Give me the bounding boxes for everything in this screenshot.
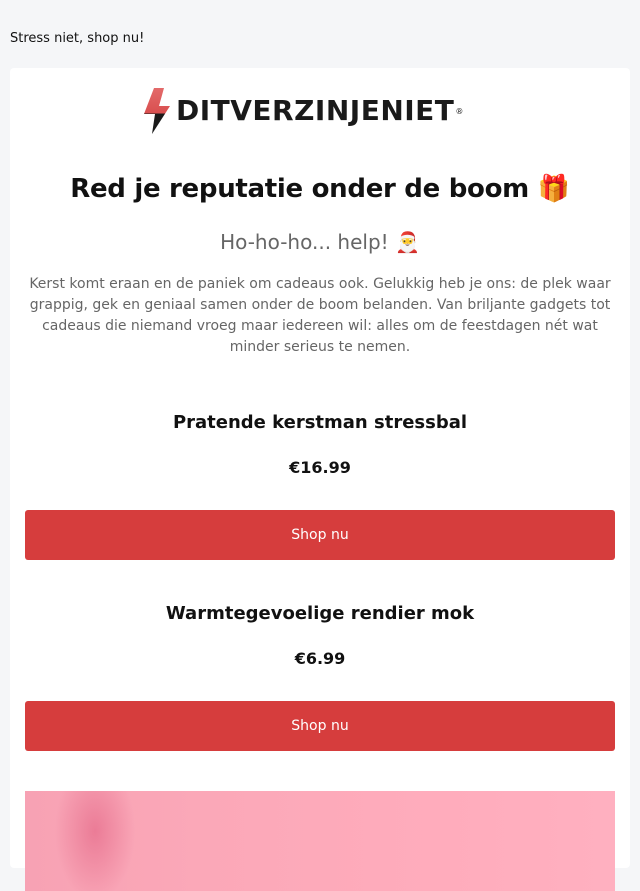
brand-logo[interactable] (142, 88, 502, 134)
lightning-bolt-icon (142, 88, 172, 134)
brand-name: DITVERZINJENIET (176, 94, 455, 127)
product-banner-image[interactable] (25, 791, 615, 891)
email-card (10, 68, 630, 868)
product-price: €6.99 (294, 649, 346, 668)
product-title: Warmtegevoelige rendier mok (165, 603, 475, 624)
hero-headline: Red je reputatie onder de boom 🎁 (70, 174, 570, 204)
shop-now-button[interactable]: Shop nu (25, 701, 615, 751)
registered-mark: ® (455, 106, 464, 116)
product-price: €16.99 (289, 458, 351, 477)
hero-intro-text: Kerst komt eraan en de paniek om cadeaus ook. Gelukkig heb je ons: de plek waar grappig, gek en geniaal samen onder de boom belanden. Van briljante gadgets tot cadeaus die niemand vroeg maar iedereen wil: alles om de feestdagen nét wat minder serieus te nemen. (29, 276, 611, 355)
hero-subheadline: Ho-ho-ho... help! 🎅 (220, 230, 420, 254)
shop-now-button[interactable]: Shop nu (25, 510, 615, 560)
preheader-text: Stress niet, shop nu! (10, 31, 145, 46)
product-title: Pratende kerstman stressbal (172, 412, 468, 433)
